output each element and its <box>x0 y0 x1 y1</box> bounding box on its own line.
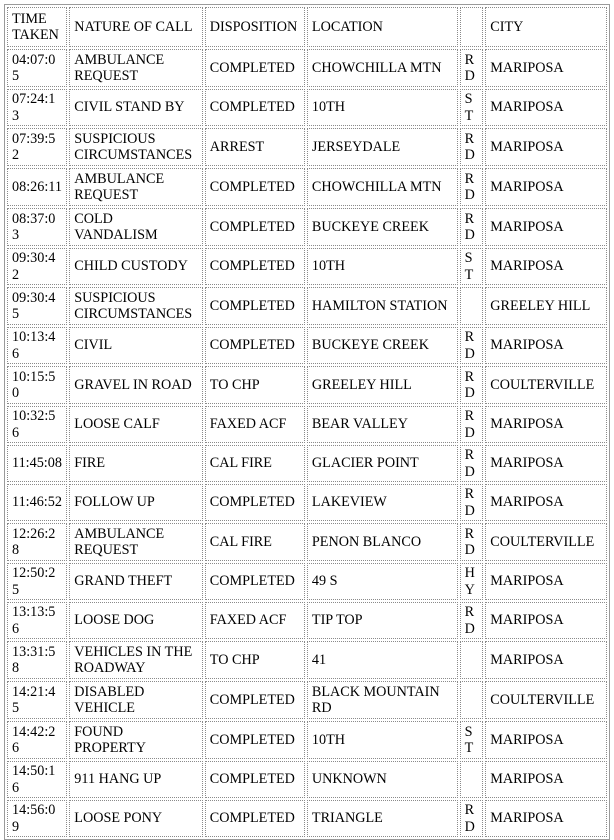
row-street-suffix: RD <box>460 602 484 639</box>
table-row <box>7 721 607 759</box>
row-time: 10:15:50 <box>7 366 67 404</box>
row-nature-of-call: GRAVEL IN ROAD <box>69 366 203 404</box>
row-time: 08:26:11 <box>7 168 67 206</box>
table-row <box>7 681 607 719</box>
row-nature-of-call: VEHICLES IN THE ROADWAY <box>69 641 203 679</box>
row-location: UNKNOWN <box>307 761 458 798</box>
row-street-suffix <box>460 641 484 679</box>
table-row <box>7 563 607 600</box>
row-time: 07:24:13 <box>7 89 67 126</box>
row-city: MARIPOSA <box>485 248 607 285</box>
row-disposition: COMPLETED <box>205 761 305 798</box>
row-city: MARIPOSA <box>485 128 607 166</box>
table-row <box>7 208 607 246</box>
row-nature-of-call: COLD VANDALISM <box>69 208 203 246</box>
row-city: MARIPOSA <box>485 800 607 837</box>
row-street-suffix: RD <box>460 366 484 404</box>
row-nature-of-call: SUSPICIOUS CIRCUMSTANCES <box>69 128 203 166</box>
row-location: TRIANGLE <box>307 800 458 837</box>
row-nature-of-call: GRAND THEFT <box>69 563 203 600</box>
row-time: 11:45:08 <box>7 445 67 482</box>
row-location: 41 <box>307 641 458 679</box>
row-street-suffix: RD <box>460 445 484 482</box>
row-street-suffix: RD <box>460 484 484 521</box>
row-location: JERSEYDALE <box>307 128 458 166</box>
row-street-suffix: RD <box>460 800 484 837</box>
row-disposition: COMPLETED <box>205 563 305 600</box>
row-city: MARIPOSA <box>485 168 607 206</box>
row-location: LAKEVIEW <box>307 484 458 521</box>
row-nature-of-call: LOOSE CALF <box>69 406 203 443</box>
row-street-suffix: HY <box>460 563 484 600</box>
row-time: 14:42:26 <box>7 721 67 759</box>
row-disposition: TO CHP <box>205 366 305 404</box>
row-disposition: COMPLETED <box>205 800 305 837</box>
row-disposition: COMPLETED <box>205 208 305 246</box>
table-row <box>7 602 607 639</box>
row-disposition: FAXED ACF <box>205 406 305 443</box>
row-disposition: CAL FIRE <box>205 523 305 561</box>
row-time: 13:31:58 <box>7 641 67 679</box>
row-nature-of-call: AMBULANCE REQUEST <box>69 49 203 87</box>
row-city: MARIPOSA <box>485 641 607 679</box>
header-suffix <box>460 7 484 47</box>
table-body <box>7 49 607 837</box>
row-time: 12:50:25 <box>7 563 67 600</box>
call-log-table <box>4 4 610 840</box>
table-row <box>7 287 607 325</box>
row-nature-of-call: CIVIL STAND BY <box>69 89 203 126</box>
table-row <box>7 327 607 364</box>
row-city: MARIPOSA <box>485 484 607 521</box>
row-location: 10TH <box>307 721 458 759</box>
row-disposition: COMPLETED <box>205 327 305 364</box>
row-nature-of-call: DISABLED VEHICLE <box>69 681 203 719</box>
row-disposition: COMPLETED <box>205 721 305 759</box>
row-time: 14:50:16 <box>7 761 67 798</box>
row-city: COULTERVILLE <box>485 681 607 719</box>
row-location: BEAR VALLEY <box>307 406 458 443</box>
row-street-suffix: RD <box>460 128 484 166</box>
row-street-suffix <box>460 761 484 798</box>
row-disposition: TO CHP <box>205 641 305 679</box>
row-time: 09:30:42 <box>7 248 67 285</box>
row-city: GREELEY HILL <box>485 287 607 325</box>
row-street-suffix: RD <box>460 327 484 364</box>
table-row <box>7 445 607 482</box>
table-row <box>7 761 607 798</box>
table-row <box>7 800 607 837</box>
row-disposition: COMPLETED <box>205 248 305 285</box>
row-city: MARIPOSA <box>485 208 607 246</box>
row-location: BUCKEYE CREEK <box>307 208 458 246</box>
row-city: COULTERVILLE <box>485 523 607 561</box>
row-disposition: COMPLETED <box>205 681 305 719</box>
table-row <box>7 49 607 87</box>
row-nature-of-call: CHILD CUSTODY <box>69 248 203 285</box>
row-city: MARIPOSA <box>485 49 607 87</box>
row-disposition: COMPLETED <box>205 89 305 126</box>
row-city: MARIPOSA <box>485 602 607 639</box>
row-street-suffix: ST <box>460 248 484 285</box>
row-city: MARIPOSA <box>485 445 607 482</box>
row-street-suffix <box>460 287 484 325</box>
row-location: 49 S <box>307 563 458 600</box>
row-time: 07:39:52 <box>7 128 67 166</box>
row-disposition: ARREST <box>205 128 305 166</box>
row-location: TIP TOP <box>307 602 458 639</box>
row-time: 04:07:05 <box>7 49 67 87</box>
header-row <box>7 7 607 47</box>
row-disposition: COMPLETED <box>205 49 305 87</box>
row-nature-of-call: FOLLOW UP <box>69 484 203 521</box>
row-city: MARIPOSA <box>485 406 607 443</box>
header-location: LOCATION <box>307 7 458 47</box>
row-location: BLACK MOUNTAIN RD <box>307 681 458 719</box>
row-street-suffix: ST <box>460 721 484 759</box>
row-location: GLACIER POINT <box>307 445 458 482</box>
header-nature: NATURE OF CALL <box>69 7 203 47</box>
row-disposition: COMPLETED <box>205 484 305 521</box>
row-disposition: COMPLETED <box>205 168 305 206</box>
row-city: MARIPOSA <box>485 761 607 798</box>
row-time: 12:26:28 <box>7 523 67 561</box>
row-location: CHOWCHILLA MTN <box>307 49 458 87</box>
row-street-suffix: RD <box>460 168 484 206</box>
row-nature-of-call: 911 HANG UP <box>69 761 203 798</box>
row-time: 09:30:45 <box>7 287 67 325</box>
row-location: BUCKEYE CREEK <box>307 327 458 364</box>
table-row <box>7 641 607 679</box>
row-location: PENON BLANCO <box>307 523 458 561</box>
header-disposition: DISPOSITION <box>205 7 305 47</box>
row-street-suffix: RD <box>460 208 484 246</box>
row-disposition: COMPLETED <box>205 287 305 325</box>
row-disposition: CAL FIRE <box>205 445 305 482</box>
row-nature-of-call: AMBULANCE REQUEST <box>69 523 203 561</box>
row-city: MARIPOSA <box>485 327 607 364</box>
row-city: COULTERVILLE <box>485 366 607 404</box>
row-nature-of-call: LOOSE DOG <box>69 602 203 639</box>
row-city: MARIPOSA <box>485 89 607 126</box>
row-street-suffix: ST <box>460 89 484 126</box>
row-street-suffix: RD <box>460 49 484 87</box>
row-nature-of-call: FOUND PROPERTY <box>69 721 203 759</box>
row-time: 14:21:45 <box>7 681 67 719</box>
header-city: CITY <box>485 7 607 47</box>
row-street-suffix <box>460 681 484 719</box>
row-location: 10TH <box>307 248 458 285</box>
table-row <box>7 168 607 206</box>
table-row <box>7 248 607 285</box>
header-time: TIME TAKEN <box>7 7 67 47</box>
call-log <box>4 4 610 840</box>
row-time: 10:13:46 <box>7 327 67 364</box>
table-row <box>7 128 607 166</box>
row-time: 08:37:03 <box>7 208 67 246</box>
row-city: MARIPOSA <box>485 563 607 600</box>
row-disposition: FAXED ACF <box>205 602 305 639</box>
table-row <box>7 366 607 404</box>
row-time: 14:56:09 <box>7 800 67 837</box>
table-row <box>7 484 607 521</box>
row-street-suffix: RD <box>460 406 484 443</box>
row-time: 11:46:52 <box>7 484 67 521</box>
row-city: MARIPOSA <box>485 721 607 759</box>
row-time: 10:32:56 <box>7 406 67 443</box>
table-row <box>7 89 607 126</box>
row-location: CHOWCHILLA MTN <box>307 168 458 206</box>
row-nature-of-call: SUSPICIOUS CIRCUMSTANCES <box>69 287 203 325</box>
row-nature-of-call: AMBULANCE REQUEST <box>69 168 203 206</box>
row-nature-of-call: LOOSE PONY <box>69 800 203 837</box>
row-location: 10TH <box>307 89 458 126</box>
row-location: GREELEY HILL <box>307 366 458 404</box>
table-row <box>7 523 607 561</box>
row-time: 13:13:56 <box>7 602 67 639</box>
table-row <box>7 406 607 443</box>
row-location: HAMILTON STATION <box>307 287 458 325</box>
row-street-suffix: RD <box>460 523 484 561</box>
row-nature-of-call: CIVIL <box>69 327 203 364</box>
row-nature-of-call: FIRE <box>69 445 203 482</box>
